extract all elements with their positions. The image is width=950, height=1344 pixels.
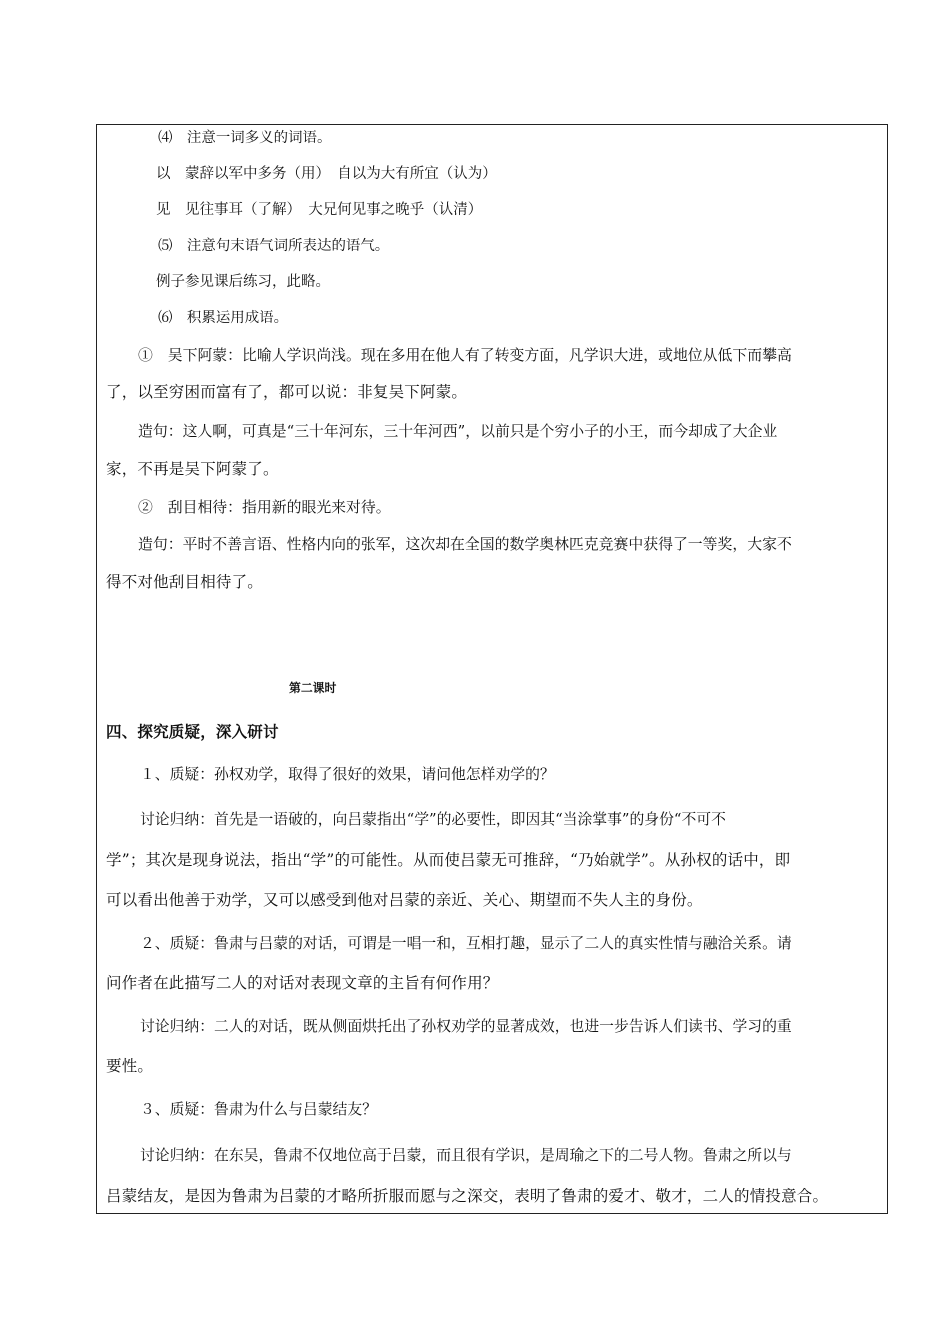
- answer-1-line-2: 学”；其次是现身说法，指出“学”的可能性。从而使吕蒙无可推辞，“乃始就学”。从孙权的话中，即: [106, 851, 791, 869]
- answer-1-line-1: 讨论归纳：首先是一语破的，向吕蒙指出“学”的必要性，即因其“当涂掌事”的身份“不可不: [140, 811, 726, 828]
- question-3: ３、质疑：鲁肃为什么与吕蒙结友？: [140, 1101, 377, 1118]
- item-5-heading: ⑸ 注意句末语气词所表达的语气。: [158, 238, 390, 254]
- idiom-2-definition: ② 刮目相待：指用新的眼光来对待。: [138, 498, 391, 516]
- question-2: ２、质疑：鲁肃与吕蒙的对话，可谓是一唱一和，互相打趣，显示了二人的真实性情与融洽关系。请: [140, 935, 792, 952]
- question-1: １、质疑：孙权劝学，取得了很好的效果，请问他怎样劝学的？: [140, 766, 555, 783]
- polysemy-yi: 以 蒙辞以军中多务（用） 自以为大有所宜（认为）: [156, 166, 497, 182]
- lesson-2-title: 第二课时: [289, 681, 337, 695]
- idiom-1-example-cont: 家，不再是吴下阿蒙了。: [106, 460, 279, 478]
- answer-2-line-1: 讨论归纳：二人的对话，既从侧面烘托出了孙权劝学的显著成效，也进一步告诉人们读书、学习的重: [140, 1018, 792, 1035]
- answer-1-line-3: 可以看出他善于劝学，又可以感受到他对吕蒙的亲近、关心、期望而不失人主的身份。: [106, 891, 703, 909]
- idiom-2-example: 造句：平时不善言语、性格内向的张军，这次却在全国的数学奥林匹克竞赛中获得了一等奖，大家不: [138, 535, 792, 553]
- idiom-1-example: 造句：这人啊，可真是“三十年河东，三十年河西”，以前只是个穷小子的小王，而今却成了大企业: [138, 422, 778, 440]
- item-5-note: 例子参见课后练习，此略。: [156, 274, 330, 290]
- answer-3-line-1: 讨论归纳：在东吴，鲁肃不仅地位高于吕蒙，而且很有学识，是周瑜之下的二号人物。鲁肃之所以与: [140, 1147, 792, 1164]
- idiom-1-definition: ① 吴下阿蒙：比喻人学识尚浅。现在多用在他人有了转变方面，凡学识大进，或地位从低下而攀高: [138, 346, 792, 364]
- answer-3-line-2: 吕蒙结友，是因为鲁肃为吕蒙的才略所折服而愿与之深交，表明了鲁肃的爱才、敬才，二人的情投意合。: [106, 1187, 829, 1205]
- question-2-cont: 问作者在此描写二人的对话对表现文章的主旨有何作用？: [106, 974, 499, 992]
- item-6-heading: ⑹ 积累运用成语。: [158, 310, 289, 326]
- idiom-2-example-cont: 得不对他刮目相待了。: [106, 573, 264, 591]
- answer-2-line-2: 要性。: [106, 1057, 154, 1075]
- polysemy-jian: 见 见往事耳（了解） 大兄何见事之晚乎（认清）: [156, 202, 483, 218]
- section-4-heading: 四、探究质疑，深入研讨: [106, 722, 279, 741]
- item-4-heading: ⑷ 注意一词多义的词语。: [158, 130, 332, 146]
- idiom-1-definition-cont: 了，以至穷困而富有了，都可以说：非复吴下阿蒙。: [106, 383, 468, 401]
